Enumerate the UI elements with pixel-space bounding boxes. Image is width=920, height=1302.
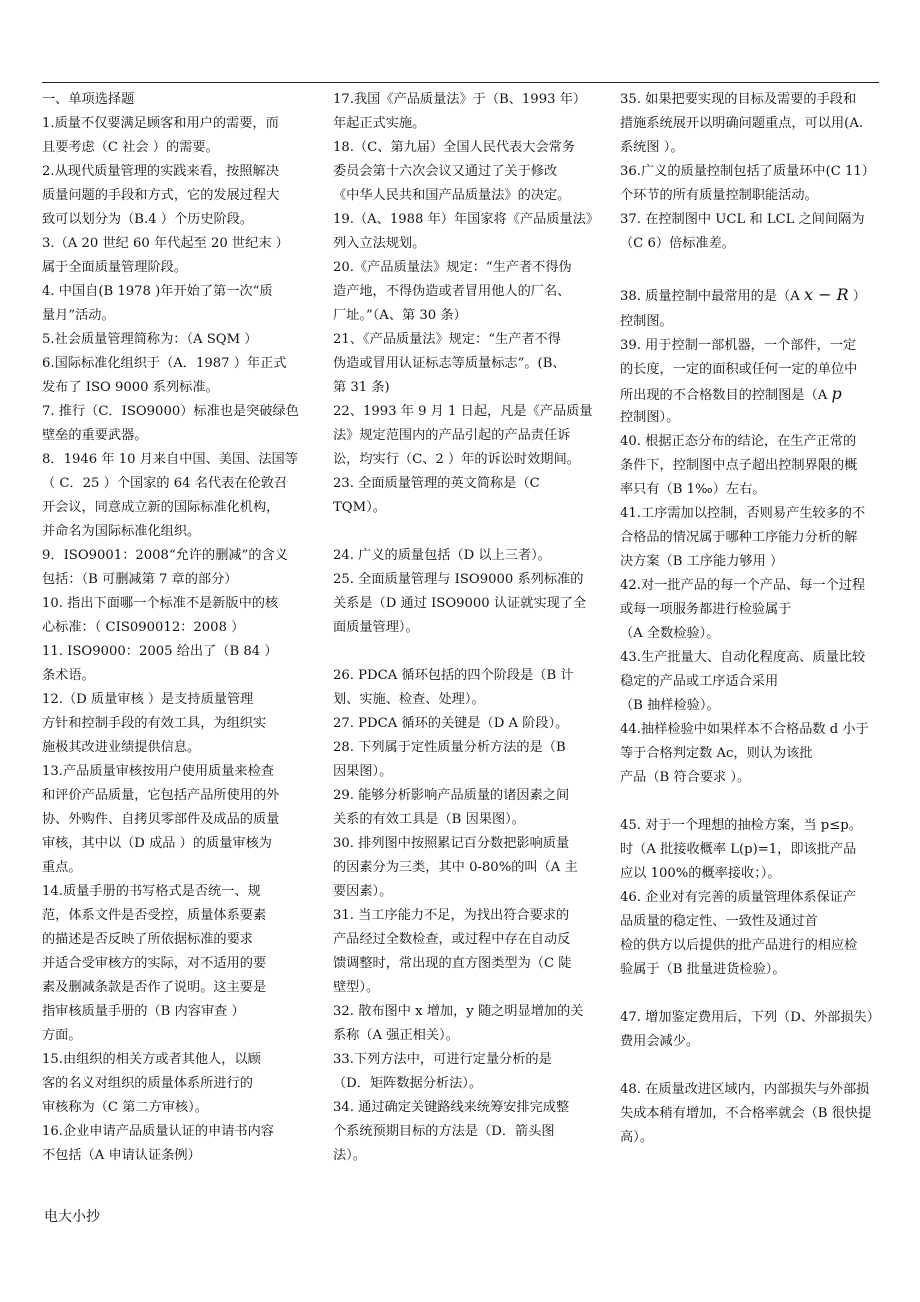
text-line: 和评价产品质量，它包括产品所使用的外 — [42, 788, 280, 803]
text-line: 时（A 批接收概率 L(p)=1，即该批产品 — [620, 842, 857, 857]
text-line: 条术语。 — [42, 668, 95, 683]
text-line: 5.社会质量管理简称为：（A SQM ） — [42, 332, 258, 347]
column-right — [620, 88, 882, 1150]
text-line: 检的供方以后提供的批产品进行的相应检 — [620, 938, 858, 953]
text-line: 21、《产品质量法》规定：“生产者不得 — [333, 332, 561, 347]
text-line: 15.由组织的相关方或者其他人，以顾 — [42, 1052, 261, 1067]
text-line: 方针和控制手段的有效工具，为组织实 — [42, 716, 267, 731]
text-line: 42.对一批产品的每一个产品、每一个过程 — [620, 578, 866, 593]
text-line: 11. ISO9000：2005 给出了（B 84 ） — [42, 644, 278, 659]
text-line: 36.广义的质量控制包括了质量环中(C 11） — [620, 164, 875, 179]
text-line: 品质量的稳定性、一致性及通过首 — [620, 914, 818, 929]
text-line: 20.《产品质量法》规定：“生产者不得伪 — [333, 260, 572, 275]
text-line: 列入立法规划。 — [333, 236, 426, 251]
text-line: 48. 在质量改进区域内，内部损失与外部损 — [620, 1082, 870, 1097]
text-line: 合格品的情况属于哪种工序能力分析的解 — [620, 530, 858, 545]
text-line: （A 全数检验）。 — [620, 626, 720, 641]
spacer — [620, 1054, 882, 1078]
text-line: 素及删减条款是否作了说明。这主要是 — [42, 980, 267, 995]
text-line: 16.企业申请产品质量认证的申请书内容 — [42, 1124, 274, 1139]
text-line: 43.生产批量大、自动化程度高、质量比较 — [620, 650, 866, 665]
question-39-line-1: 39. 用于控制一部机器，一个部件，一定 — [620, 338, 857, 353]
text-line: 协、外购件、自拷贝零部件及成品的质量 — [42, 812, 280, 827]
text-line: 并命名为国际标准化组织。 — [42, 524, 201, 539]
text-line: 措施系统展开以明确问题重点，可以用(A. — [620, 116, 864, 131]
text-line: 厂址。”（A、第 30 条） — [333, 308, 467, 323]
text-line: 质量问题的手段和方式，它的发展过程大 — [42, 188, 280, 203]
spacer — [620, 982, 882, 1006]
text-line: 8．1946 年 10 月来自中国、美国、法国等 — [42, 452, 298, 467]
text-line: 审核称为（C 第二方审核）。 — [42, 1100, 208, 1115]
text-line: （C 6）倍标准差。 — [620, 236, 735, 251]
spacer — [620, 256, 882, 280]
text-line: 27. PDCA 循环的关键是（D A 阶段）。 — [333, 716, 569, 731]
text-line: 壁型）。 — [333, 980, 380, 995]
text-line: 费用会减少。 — [620, 1034, 700, 1049]
text-line: 面质量管理）。 — [333, 620, 419, 635]
text-line: 年起正式实施。 — [333, 116, 426, 131]
text-line: 3.（A 20 世纪 60 年代起至 20 世纪末 ） — [42, 236, 289, 251]
text-line: 32. 散布图中 x 增加，y 随之明显增加的关 — [333, 1004, 584, 1019]
text-line: （D．矩阵数据分析法）。 — [333, 1076, 483, 1091]
text-line: 方面。 — [42, 1028, 82, 1043]
text-line: 24. 广义的质量包括（D 以上三者）。 — [333, 548, 551, 563]
text-line: 33.下列方法中，可进行定量分析的是 — [333, 1052, 552, 1067]
text-line: 23. 全面质量管理的英文简称是（C — [333, 476, 540, 491]
footer-label: 电大小抄 — [44, 1209, 100, 1225]
p-symbol: p — [831, 384, 842, 403]
text-line: 18.（C、第九届）全国人民代表大会常务 — [333, 140, 576, 155]
text-line: 6.国际标准化组织于（A．1987 ）年正式 — [42, 356, 287, 371]
text-line: 重点。 — [42, 860, 82, 875]
text-line: 28. 下列属于定性质量分析方法的是（B — [333, 740, 566, 755]
text-line: 40. 根据正态分布的结论，在生产正常的 — [620, 434, 857, 449]
text-line: 心标准：（ CIS090012：2008 ） — [42, 620, 245, 635]
text-line: 《中华人民共和国产品质量法》的决定。 — [333, 188, 571, 203]
text-line: 一、单项选择题 — [42, 92, 135, 107]
text-line: 讼，均实行（C、2 ）年的诉讼时效期间。 — [333, 452, 580, 467]
text-line: 指审核质量手册的（B 内容审查 ） — [42, 1004, 245, 1019]
text-line: 馈调整时，常出现的直方图类型为（C 陡 — [333, 956, 572, 971]
text-line: 26. PDCA 循环包括的四个阶段是（B 计 — [333, 668, 574, 683]
text-line: 1.质量不仅要满足顾客和用户的需要，而 — [42, 116, 279, 131]
question-38-line: 38. 质量控制中最常用的是（A x − R ） — [620, 280, 882, 310]
column-middle — [333, 88, 605, 1168]
text-line: 伪造或冒用认证标志等质量标志”。(B、 — [333, 356, 566, 371]
text-line: 客的名义对组织的质量体系所进行的 — [42, 1076, 253, 1091]
text-line: 并适合受审核方的实际，对不适用的要 — [42, 956, 267, 971]
text-line: 法）。 — [333, 1148, 366, 1163]
question-39-line-4: 控制图）。 — [620, 410, 680, 425]
text-line: （B 抽样检验）。 — [620, 698, 720, 713]
text-line: 高）。 — [620, 1130, 653, 1145]
text-line: 29. 能够分析影响产品质量的诸因素之间 — [333, 788, 570, 803]
text-line: 不包括（A 申请认证条例） — [42, 1148, 201, 1163]
question-39-line-3: 所出现的不合格数目的控制图是（A p — [620, 384, 842, 403]
text-line: 划、实施、检查、处理）。 — [333, 692, 485, 707]
text-line: 个系统预期目标的方法是（D．箭头图 — [333, 1124, 555, 1139]
text-line: 率只有（B 1‰）左右。 — [620, 482, 766, 497]
text-line: 系称（A 强正相关）。 — [333, 1028, 459, 1043]
text-line: 条件下，控制图中点子超出控制界限的概 — [620, 458, 858, 473]
text-line: 47. 增加鉴定费用后，下列（D、外部损失） — [620, 1010, 880, 1025]
text-line: 37. 在控制图中 UCL 和 LCL 之间间隔为 — [620, 212, 865, 227]
spacer — [333, 520, 605, 544]
text-line: 44.抽样检验中如果样本不合格品数 d 小于 — [620, 722, 869, 737]
text-line: 2.从现代质量管理的实践来看，按照解决 — [42, 164, 279, 179]
text-line: 范，体系文件是否受控，质量体系要素 — [42, 908, 267, 923]
text-line: 35. 如果把要实现的目标及需要的手段和 — [620, 92, 857, 107]
text-line: 9．ISO9001：2008“允许的删减”的含义 — [42, 548, 288, 563]
text-line: 要因素）。 — [333, 884, 393, 899]
text-line: 第 31 条) — [333, 380, 390, 395]
text-line: 个环节的所有质量控制职能活动。 — [620, 188, 818, 203]
text-line: 关系是（D 通过 ISO9000 认证就实现了全 — [333, 596, 587, 611]
text-line: 法》规定范围内的产品引起的产品责任诉 — [333, 428, 571, 443]
text-line: （ C．25 ）个国家的 64 名代表在伦敦召 — [42, 476, 288, 491]
text-line: 25. 全面质量管理与 ISO9000 系列标准的 — [333, 572, 584, 587]
text-line: 14.质量手册的书写格式是否统一、规 — [42, 884, 261, 899]
text-line: 审核，其中以（D 成品 ）的质量审核为 — [42, 836, 272, 851]
text-line: 31. 当工序能力不足，为找出符合要求的 — [333, 908, 570, 923]
text-line: 41.工序需加以控制，否则易产生较多的不 — [620, 506, 866, 521]
text-line: 19.（A、1988 年）年国家将《产品质量法》 — [333, 212, 600, 227]
question-38-line-2: 控制图。 — [620, 314, 673, 329]
text-line: 决方案（B 工序能力够用 ） — [620, 554, 784, 569]
text-line: 发布了 ISO 9000 系列标准。 — [42, 380, 219, 395]
text-line: 或每一项服务都进行检验属于 — [620, 602, 792, 617]
text-line: 30. 排列图中按照累记百分数把影响质量 — [333, 836, 570, 851]
text-line: 委员会第十六次会议又通过了关于修改 — [333, 164, 558, 179]
text-line: 17.我国《产品质量法》于（B、1993 年） — [333, 92, 587, 107]
text-line: 因果图）。 — [333, 764, 393, 779]
top-rule — [42, 82, 879, 83]
text-line: 关系的有效工具是（B 因果图）。 — [333, 812, 525, 827]
spacer — [620, 790, 882, 814]
text-line: 34. 通过确定关键路线来统筹安排完成整 — [333, 1100, 570, 1115]
text-line: 量月”活动。 — [42, 308, 115, 323]
text-line: 22、1993 年 9 月 1 日起，凡是《产品质量 — [333, 404, 593, 419]
text-line: 45. 对于一个理想的抽检方案，当 p≤p。 — [620, 818, 862, 833]
text-line: 失成本稍有增加，不合格率就会（B 很快提 — [620, 1106, 872, 1121]
text-line: 验属于（B 批量进货检验）。 — [620, 962, 786, 977]
text-line: 等于合格判定数 Ac，则认为该批 — [620, 746, 813, 761]
text-line: 开会议，同意成立新的国际标准化机构， — [42, 500, 280, 515]
text-line: 产品经过全数检查，或过程中存在自动反 — [333, 932, 571, 947]
column-left — [42, 88, 310, 1168]
text-line: 属于全面质量管理阶段。 — [42, 260, 188, 275]
text-line: 施极其改进业绩提供信息。 — [42, 740, 201, 755]
text-line: 12.（D 质量审核 ）是支持质量管理 — [42, 692, 254, 707]
text-line: 46. 企业对有完善的质量管理体系保证产 — [620, 890, 857, 905]
text-line: 10. 指出下面哪一个标准不是新版中的核 — [42, 596, 279, 611]
text-line: 造产地，不得伪造或者冒用他人的厂名、 — [333, 284, 571, 299]
text-line: TQM）。 — [333, 500, 386, 515]
text-line: 7. 推行（C．ISO9000）标准也是突破绿色 — [42, 404, 299, 419]
question-39-line-2: 的长度，一定的面积或任何一定的单位中 — [620, 362, 858, 377]
text-line: 13.产品质量审核按用户使用质量来检查 — [42, 764, 274, 779]
text-line: 的因素分为三类，其中 0-80%的叫（A 主 — [333, 860, 578, 875]
text-line: 致可以划分为（B.4 ）个历史阶段。 — [42, 212, 254, 227]
text-line: 产品（B 符合要求 ）。 — [620, 770, 751, 785]
spacer — [333, 640, 605, 664]
x-bar-symbol: x − R — [804, 285, 849, 304]
text-line: 应以 100%的概率接收；）。 — [620, 866, 781, 881]
text-line: 壁垒的重要武器。 — [42, 428, 148, 443]
text-line: 包括：（B 可删减第 7 章的部分） — [42, 572, 238, 587]
text-line: 系统图 ）。 — [620, 140, 684, 155]
text-line: 4. 中国自(B 1978 )年开始了第一次“质 — [42, 284, 273, 299]
text-line: 的描述是否反映了所依据标准的要求 — [42, 932, 253, 947]
text-line: 稳定的产品或工序适合采用 — [620, 674, 779, 689]
text-line: 且要考虑（C 社会 ）的需要。 — [42, 140, 219, 155]
